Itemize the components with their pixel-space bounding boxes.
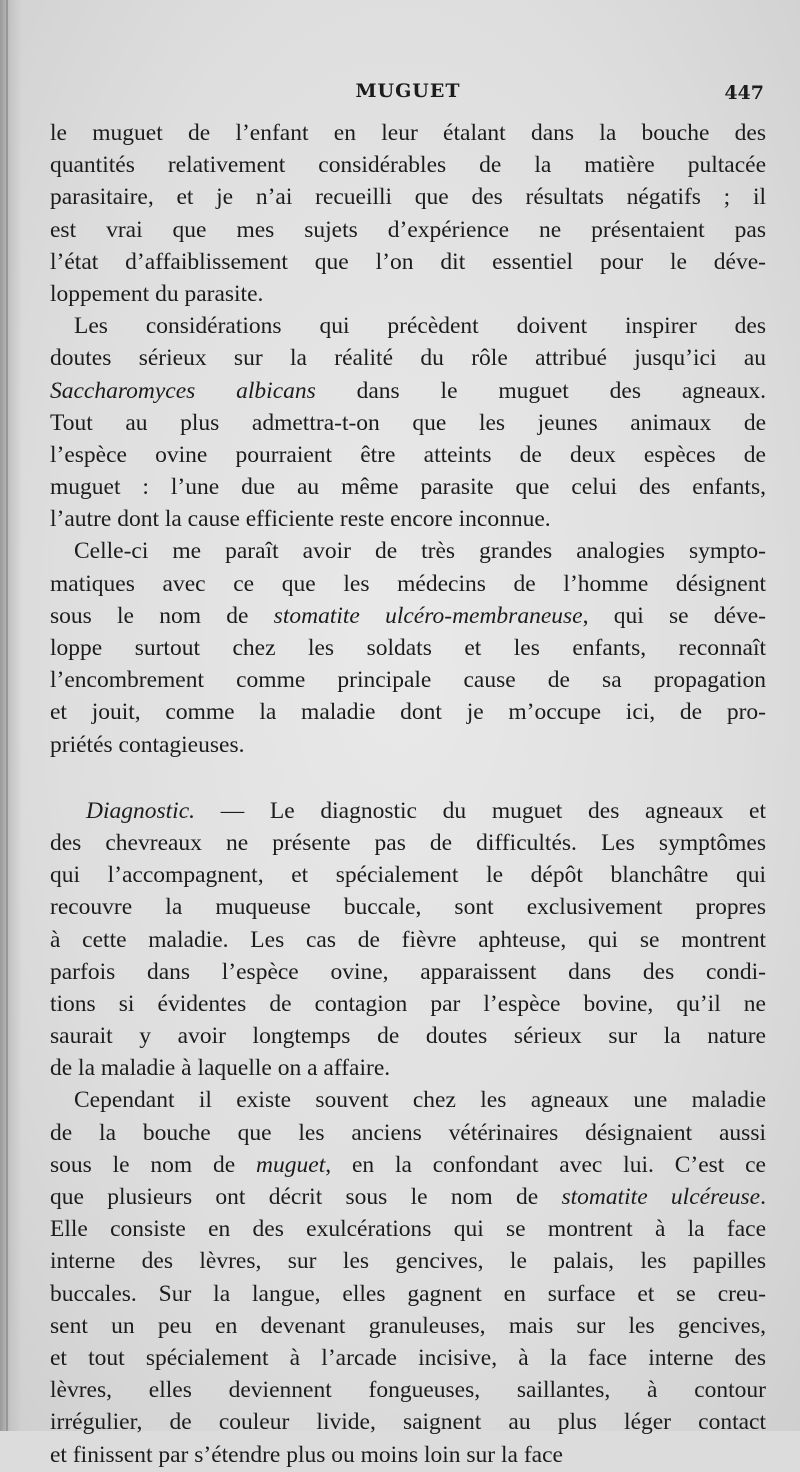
text-run: et tout spécialement à l’arcade incisive, à la face interne des (50, 1344, 766, 1371)
text-run: et jouit, comme la maladie dont je m’occupe ici, de pro- (50, 699, 766, 726)
text-line (50, 536, 766, 568)
paragraph (50, 311, 766, 536)
text-run: loppement du parasite. (50, 280, 264, 307)
text-line (50, 925, 766, 957)
text-line (50, 730, 766, 762)
text-run: priétés contagieuses. (50, 731, 245, 758)
italic-text: muguet (256, 1151, 326, 1178)
text-line (50, 1246, 766, 1278)
italic-text: Diagnostic. (86, 797, 196, 824)
text-run: , en la confondant avec lui. C’est ce (325, 1151, 766, 1178)
running-title: MUGUET (355, 80, 461, 102)
text-run: de la bouche que les anciens vétérinaires désignaient aussi (50, 1119, 766, 1146)
italic-text: stomatite ulcéro-membraneuse (273, 602, 583, 629)
text-line (50, 828, 766, 860)
paragraph (50, 536, 766, 761)
text-run: à cette maladie. Les cas de fièvre aphteuse, qui se montrent (50, 926, 766, 953)
text-line (50, 311, 766, 343)
text-run: parfois dans l’espèce ovine, apparaissent dans des condi- (50, 958, 766, 985)
text-run: l’autre dont la cause efficiente reste encore inconnue. (50, 506, 551, 533)
text-run: Cependant il existe souvent chez les agneaux une maladie (74, 1087, 766, 1114)
text-run: buccales. Sur la langue, elles gagnent en surface et se creu- (50, 1280, 766, 1307)
text-line (50, 633, 766, 665)
text-run: qui l’accompagnent, et spécialement le dépôt blanchâtre qui (50, 862, 766, 889)
text-line (50, 182, 766, 214)
text-run: muguet : l’une due au même parasite que celui des enfants, (50, 474, 766, 501)
paragraph (50, 796, 766, 1086)
text-run: dans le muguet des agneaux. (315, 377, 767, 404)
text-line (50, 1440, 766, 1472)
text-run: l’encombrement comme principale cause de sa propagation (50, 667, 766, 694)
italic-text: stomatite ulcéreuse (561, 1184, 761, 1210)
text-line (50, 796, 766, 828)
text-line (50, 1150, 766, 1182)
text-run: l’état d’affaiblissement que l’on dit essentiel pour le déve- (50, 248, 766, 275)
text-run: le muguet de l’enfant en leur étalant dans la bouche des (50, 120, 766, 146)
paragraph (50, 118, 766, 311)
text-run: tions si évidentes de contagion par l’espèce bovine, qu’il ne (50, 990, 766, 1017)
body-text (50, 118, 766, 1472)
text-run: saurait y avoir longtemps de doutes sérieux sur la nature (50, 1023, 766, 1050)
text-line (50, 118, 766, 150)
text-line (50, 343, 766, 375)
text-line (50, 1343, 766, 1375)
text-line (50, 697, 766, 729)
text-run: loppe surtout chez les soldats et les enfants, reconnaît (50, 635, 766, 661)
text-line (50, 1118, 766, 1150)
text-line (50, 1407, 766, 1439)
page-number: 447 (724, 82, 764, 104)
text-line (50, 957, 766, 989)
text-line (50, 504, 766, 536)
text-run: sous le nom de (50, 602, 274, 629)
page-header (52, 80, 764, 110)
text-line (50, 440, 766, 472)
text-run: matiques avec ce que les médecins de l’homme désignent (50, 570, 766, 597)
text-run: des chevreaux ne présente pas de difficultés. Les symptômes (50, 829, 766, 856)
text-run: l’espèce ovine pourraient être atteints de deux espèces de (50, 441, 766, 468)
text-run: doutes sérieux sur la réalité du rôle attribué jusqu’ici au (50, 345, 766, 372)
page-binding-edge (0, 0, 22, 1431)
text-run: recouvre la muqueuse buccale, sont exclusivement propres (50, 894, 766, 921)
text-line (50, 1021, 766, 1053)
text-line (50, 215, 766, 247)
text-run: de la maladie à laquelle on a affaire. (50, 1055, 391, 1082)
text-line (50, 472, 766, 504)
text-run: quantités relativement considérables de la matière pultacée (50, 152, 766, 179)
text-line (50, 376, 766, 408)
text-run: sous le nom de (50, 1151, 257, 1178)
text-run: irrégulier, de couleur livide, saignent au plus léger contact (50, 1409, 766, 1436)
text-run: que plusieurs ont décrit sous le nom de (50, 1184, 562, 1210)
text-run: est vrai que mes sujets d’expérience ne présentaient pas (50, 216, 766, 243)
text-run: Elle consiste en des exulcérations qui se montrent à la face (50, 1216, 766, 1243)
text-line (50, 1311, 766, 1343)
text-run: Celle-ci me paraît avoir de très grandes analogies sympto- (74, 538, 766, 565)
text-line (50, 860, 766, 892)
italic-text: Saccharomyces albicans (50, 377, 316, 404)
text-run: Tout au plus admettra-t-on que les jeunes animaux de (50, 409, 766, 436)
text-line (50, 665, 766, 697)
text-run: et finissent par s’étendre plus ou moins loin sur la face (50, 1441, 563, 1468)
text-run: . (760, 1184, 766, 1210)
text-run: parasitaire, et je n’ai recueilli que des résultats négatifs ; il (50, 184, 766, 211)
text-run: interne des lèvres, sur les gencives, le palais, les papilles (50, 1248, 766, 1275)
text-line (50, 989, 766, 1021)
text-line (50, 1279, 766, 1311)
paragraph (50, 1085, 766, 1471)
text-run: — Le diagnostic du muguet des agneaux et (195, 797, 766, 824)
text-run: Les considérations qui précèdent doivent inspirer des (74, 313, 766, 340)
text-line (50, 247, 766, 279)
text-line (50, 279, 766, 311)
text-line (50, 408, 766, 440)
text-run: , qui se déve- (582, 602, 766, 629)
text-line (50, 1053, 766, 1085)
text-run: lèvres, elles deviennent fongueuses, saillantes, à contour (50, 1377, 766, 1404)
text-line (50, 892, 766, 924)
text-line (50, 1182, 766, 1214)
text-line (50, 1214, 766, 1246)
section-gap (50, 762, 766, 796)
text-line (50, 1085, 766, 1117)
text-run: sent un peu en devenant granuleuses, mais sur les gencives, (50, 1312, 766, 1339)
text-line (50, 1375, 766, 1407)
text-line (50, 150, 766, 182)
text-line (50, 569, 766, 601)
text-line (50, 601, 766, 633)
